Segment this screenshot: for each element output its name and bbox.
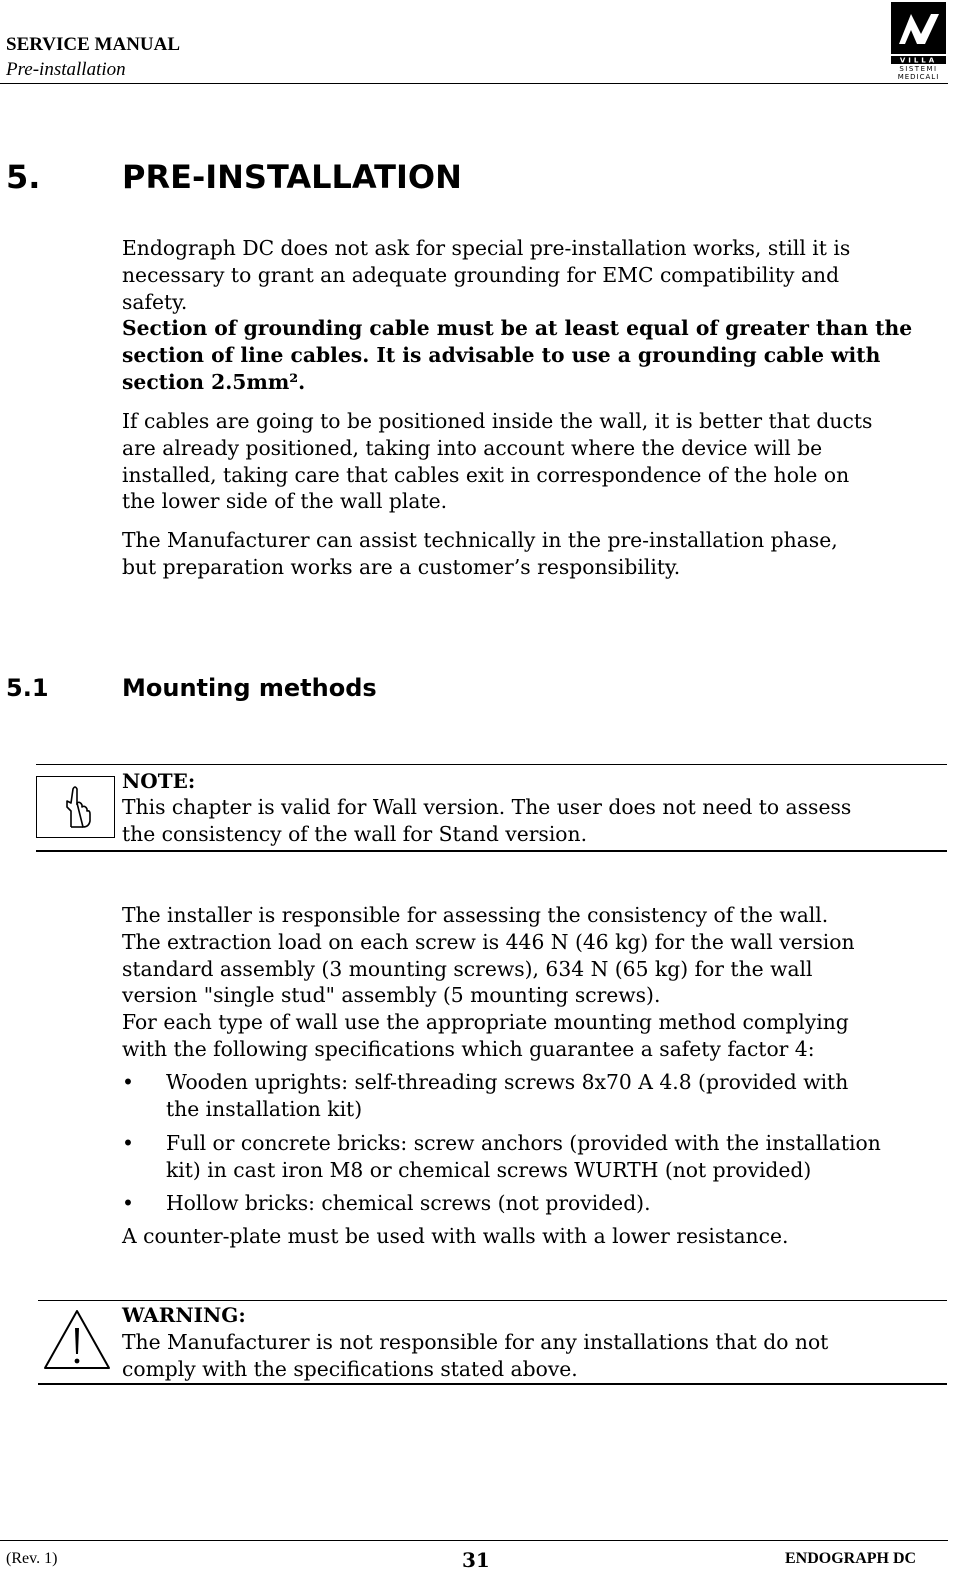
bullet-item <box>122 1069 947 1123</box>
warning-top-rule <box>38 1300 947 1301</box>
intro-paragraph <box>122 235 947 396</box>
mounting-line: The installer is responsible for assessing the consistency of the wall. <box>122 903 829 927</box>
note-line: This chapter is valid for Wall version. The user does not need to assess <box>122 795 852 819</box>
subsection-number: 5.1 <box>6 674 49 702</box>
revision-label: (Rev. 1) <box>6 1550 58 1567</box>
note-label: NOTE: <box>122 769 196 793</box>
bullet-line: kit) in cast iron M8 or chemical screws WURTH (not provided) <box>166 1157 812 1182</box>
subsection-title: Mounting methods <box>122 674 377 702</box>
header-divider <box>0 83 948 84</box>
bullet-dot: • <box>122 1131 134 1155</box>
manufacturer-paragraph <box>122 527 947 581</box>
mounting-line: version "single stud" assembly (5 mounting screws). <box>122 983 661 1008</box>
bullet-item <box>122 1130 947 1184</box>
mounting-line: with the following specifications which guarantee a safety factor 4: <box>122 1036 815 1061</box>
note-icon-box <box>36 776 115 838</box>
villa-logo-icon <box>891 2 946 80</box>
counter-plate-note: A counter-plate must be used with walls with a lower resistance. <box>122 1224 789 1248</box>
footer-divider <box>0 1540 948 1541</box>
intro-line: safety. <box>122 289 188 314</box>
bullet-line: the installation kit) <box>166 1096 363 1121</box>
warning-bottom-rule <box>38 1383 947 1385</box>
logo-text-sistemi: SISTEMI <box>899 65 938 73</box>
section-title: PRE-INSTALLATION <box>122 158 462 196</box>
cables-line: If cables are going to be positioned inside the wall, it is better that ducts <box>122 409 873 433</box>
page-number: 31 <box>462 1548 490 1572</box>
note-text <box>122 794 947 848</box>
pointing-hand-icon <box>37 777 114 837</box>
bullet-item <box>122 1190 947 1217</box>
intro-line: Endograph DC does not ask for special pre-installation works, still it is <box>122 236 851 260</box>
note-line: the consistency of the wall for Stand version. <box>122 821 588 846</box>
cables-line: are already positioned, taking into account where the device will be <box>122 435 823 460</box>
bullet-dot: • <box>122 1070 134 1094</box>
logo-text-medicali: MEDICALI <box>897 73 940 80</box>
header-subtitle: Pre-installation <box>6 59 126 80</box>
mounting-paragraph <box>122 902 947 1063</box>
mounting-line: The extraction load on each screw is 446 N (46 kg) for the wall version <box>122 929 855 954</box>
cables-paragraph <box>122 408 947 515</box>
warning-text <box>122 1329 947 1383</box>
warning-label: WARNING: <box>122 1303 246 1327</box>
warning-line: The Manufacturer is not responsible for any installations that do not <box>122 1330 829 1354</box>
warning-line: comply with the specifications stated above. <box>122 1356 578 1381</box>
note-bottom-rule <box>36 850 947 852</box>
header-title: SERVICE MANUAL <box>6 34 181 55</box>
note-top-rule <box>36 764 947 765</box>
cables-line: installed, taking care that cables exit in correspondence of the hole on <box>122 462 850 487</box>
grounding-requirement-line: Section of grounding cable must be at least equal of greater than the <box>122 316 913 341</box>
bullet-line: Full or concrete bricks: screw anchors (provided with the installation <box>166 1131 881 1155</box>
manufacturer-line: The Manufacturer can assist technically in the pre-installation phase, <box>122 528 838 552</box>
grounding-requirement-line: section of line cables. It is advisable to use a grounding cable with <box>122 343 881 368</box>
warning-triangle-icon <box>42 1308 112 1372</box>
mounting-line: For each type of wall use the appropriate mounting method complying <box>122 1010 849 1035</box>
intro-line: necessary to grant an adequate grounding for EMC compatibility and <box>122 262 840 287</box>
product-name: ENDOGRAPH DC <box>785 1550 917 1567</box>
bullet-line: Wooden uprights: self-threading screws 8x70 A 4.8 (provided with <box>166 1070 849 1094</box>
grounding-requirement-line: section 2.5mm². <box>122 369 306 394</box>
mounting-line: standard assembly (3 mounting screws), 634 N (65 kg) for the wall <box>122 956 813 981</box>
bullet-line: Hollow bricks: chemical screws (not provided). <box>166 1191 651 1215</box>
bullet-dot: • <box>122 1191 134 1215</box>
cables-line: the lower side of the wall plate. <box>122 489 448 514</box>
section-number: 5. <box>6 158 41 196</box>
manufacturer-line: but preparation works are a customer’s responsibility. <box>122 554 681 579</box>
logo-text-villa: VILLA <box>899 56 938 65</box>
